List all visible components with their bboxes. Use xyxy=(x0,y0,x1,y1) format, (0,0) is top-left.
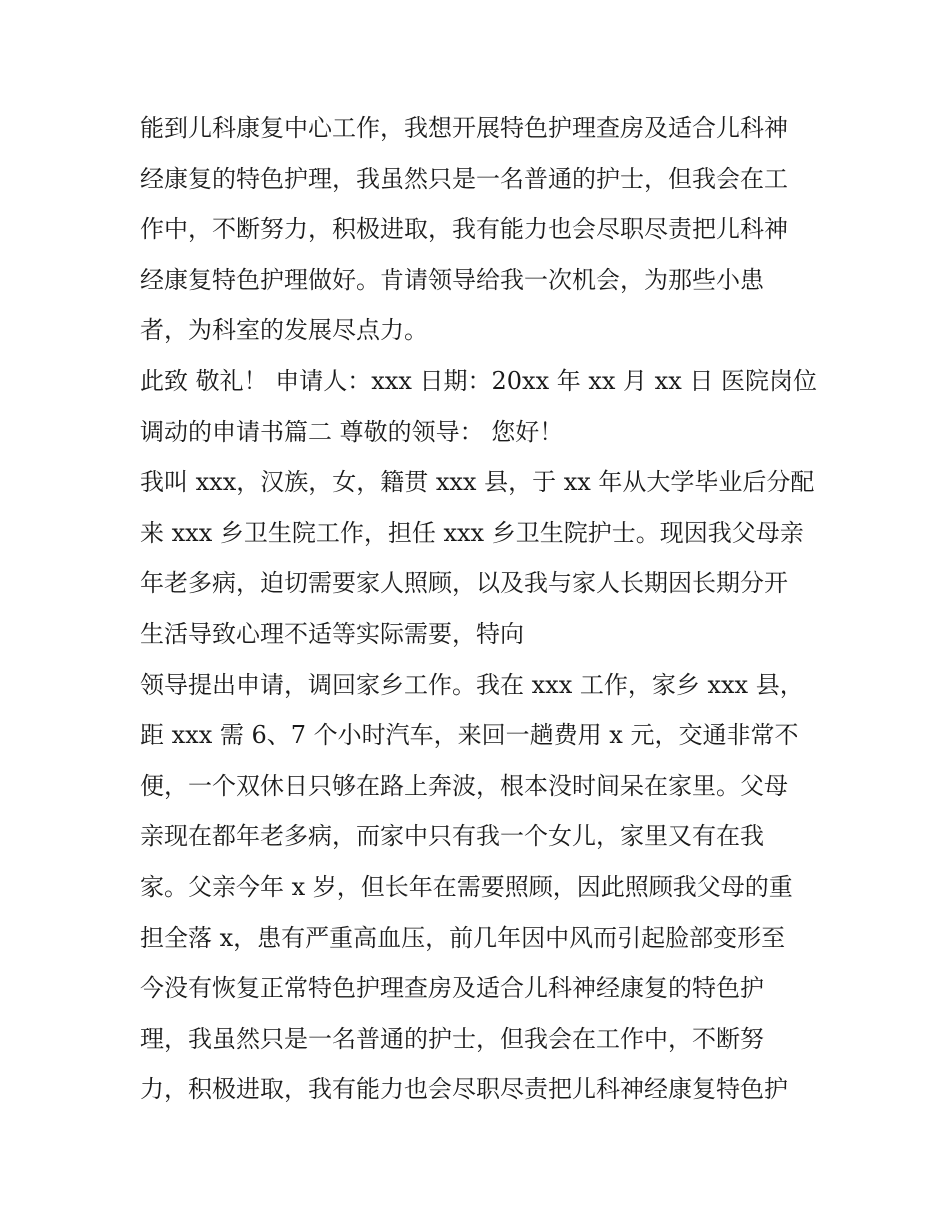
text-line-10: 年老多病，迫切需要家人照顾，以及我与家人长期因长期分开 xyxy=(140,569,788,598)
text-line-12: 领导提出申请，调回家乡工作。我在 xxx 工作，家乡 xxx 县， xyxy=(140,670,804,699)
text-line-15: 亲现在都年老多病，而家中只有我一个女儿，家里又有在我 xyxy=(140,822,764,851)
text-line-11: 生活导致心理不适等实际需要，特向 xyxy=(140,619,524,648)
text-line-7: 调动的申请书篇二 尊敬的领导： 您好！ xyxy=(140,417,564,446)
text-line-9: 来 xxx 乡卫生院工作，担任 xxx 乡卫生院护士。现因我父母亲 xyxy=(140,518,804,547)
document-body xyxy=(140,103,820,1115)
text-line-17: 担全落 x，患有严重高血压，前几年因中风而引起脸部变形至 xyxy=(140,923,786,952)
text-line-20: 力，积极进取，我有能力也会尽职尽责把儿科神经康复特色护 xyxy=(140,1075,788,1104)
text-line-19: 理，我虽然只是一名普通的护士，但我会在工作中，不断努 xyxy=(140,1024,764,1053)
text-line-1: 能到儿科康复中心工作，我想开展特色护理查房及适合儿科神 xyxy=(140,114,788,142)
text-line-2: 经康复的特色护理，我虽然只是一名普通的护士，但我会在工 xyxy=(140,164,788,193)
text-line-5: 者，为科室的发展尽点力。 xyxy=(140,316,428,345)
text-line-14: 便，一个双休日只够在路上奔波，根本没时间呆在家里。父母 xyxy=(140,771,788,800)
text-line-18: 今没有恢复正常特色护理查房及适合儿科神经康复的特色护 xyxy=(140,974,764,1003)
text-line-16: 家。父亲今年 x 岁，但长年在需要照顾，因此照顾我父母的重 xyxy=(140,872,793,901)
text-line-6: 此致 敬礼！ 申请人：xxx 日期：20xx 年 xx 月 xx 日 医院岗位 xyxy=(140,366,818,395)
text-line-4: 经康复特色护理做好。肯请领导给我一次机会，为那些小患 xyxy=(140,265,764,294)
text-line-13: 距 xxx 需 6、7 个小时汽车，来回一趟费用 x 元，交通非常不 xyxy=(140,721,799,750)
text-line-8: 我叫 xxx，汉族，女，籍贯 xxx 县，于 xx 年从大学毕业后分配 xyxy=(140,468,815,497)
text-line-3: 作中，不断努力，积极进取，我有能力也会尽职尽责把儿科神 xyxy=(140,215,788,244)
